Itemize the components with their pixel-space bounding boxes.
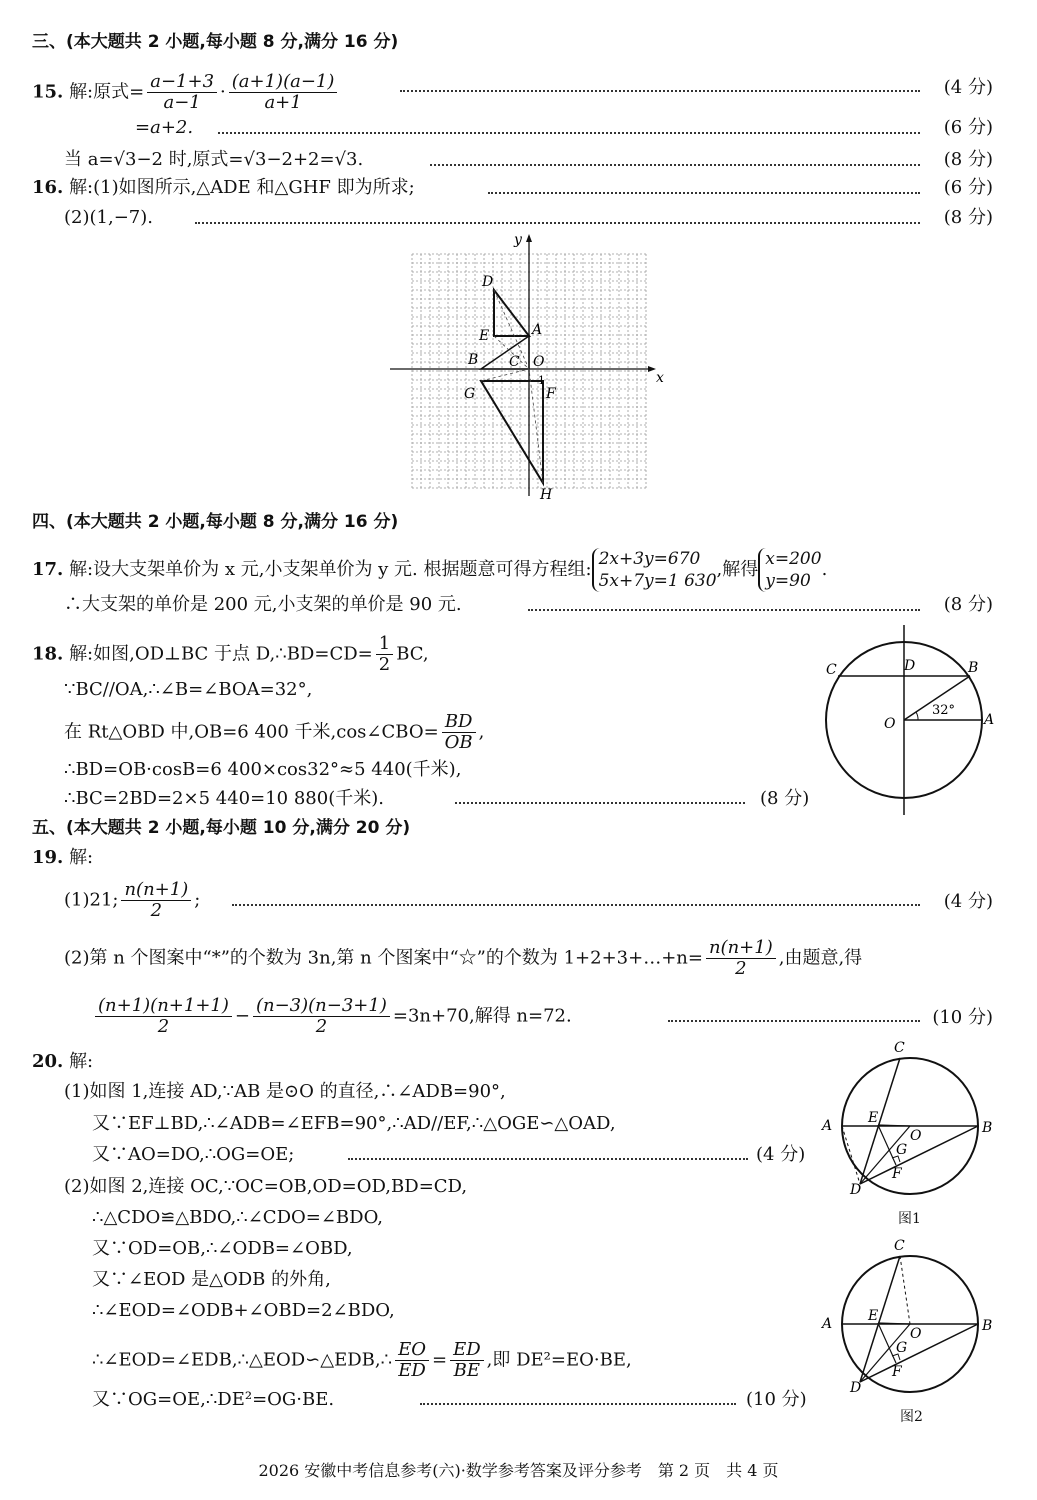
section-5-heading: 五、(本大题共 2 小题,每小题 10 分,满分 20 分) (32, 818, 411, 838)
label-F: F (546, 386, 556, 402)
fig2-label-C: C (894, 1238, 905, 1254)
coordinate-grid-figure (386, 226, 676, 506)
q20-number: 20. (32, 1051, 64, 1072)
q19-points-1: (4 分) (943, 891, 993, 912)
q20-line8: ∴∠EOD=∠ODB+∠OBD=2∠BDO, (92, 1300, 395, 1321)
label-B: B (968, 660, 979, 676)
q20-line0: 20. 解: (32, 1051, 94, 1072)
q16-leader-2 (195, 222, 920, 224)
figure-1-caption: 图1 (898, 1211, 921, 1227)
q15-lead: 解:原式= (69, 81, 145, 103)
q20-fraction-ED-BE: $\frac{ED}{BE}$ (450, 1340, 484, 1381)
q15-fraction1: $\frac{a-1+3}{a-1}$ (147, 72, 217, 113)
q17-line2: ∴大支架的单价是 200 元,小支架的单价是 90 元. (64, 594, 462, 615)
q19-leader-1 (232, 904, 920, 906)
q19-line1: (1)21; $\frac{n(n+1)}{2}$ ; (64, 879, 201, 921)
fig1-label-O: O (910, 1128, 922, 1144)
fig2-label-G: G (896, 1340, 908, 1356)
q18-line5: ∴BC=2BD=2×5 440=10 880(千米). (64, 788, 384, 809)
page-footer: 2026 安徽中考信息参考(六)·数学参考答案及评分参考 第 2 页 共 4 页 (258, 1461, 779, 1480)
q16-points-2: (8 分) (943, 207, 993, 228)
q20-line1: (1)如图 1,连接 AD,∵AB 是⊙O 的直径,∴∠ADB=90°, (64, 1081, 506, 1102)
q16-line2: (2)(1,−7). (64, 207, 153, 228)
fig2-label-O: O (910, 1326, 922, 1342)
label-G: G (464, 386, 476, 402)
label-D: D (904, 658, 916, 674)
label-A: A (984, 712, 995, 728)
label-O: O (533, 354, 545, 370)
q15-leader-2 (218, 132, 920, 134)
figure-1 (818, 1034, 1002, 1204)
q20-line6: 又∵OD=OB,∴∠ODB=∠OBD, (92, 1238, 353, 1259)
label-1: 1 (538, 374, 545, 387)
q18-half-fraction: $\frac{1}{2}$ (376, 634, 393, 675)
fig1-label-F: F (892, 1166, 902, 1182)
q19-line0: 19. 解: (32, 847, 94, 868)
q19-line3: $\frac{(n+1)(n+1+1)}{2}$ − $\frac{(n-3)(n-3+1)}{2}$ =3n+70,解得 n=72. (92, 996, 572, 1037)
q16-leader-1 (488, 192, 920, 194)
q19-fraction-2: $\frac{n(n+1)}{2}$ (706, 938, 776, 979)
label-C: C (826, 662, 837, 678)
label-x: x (656, 370, 664, 386)
q15-line2: =a+2. (135, 117, 194, 138)
fig2-dashed-OC (900, 1256, 910, 1324)
label-B: B (468, 352, 479, 368)
q17-leader (528, 609, 920, 611)
label-O: O (884, 716, 896, 732)
y-axis-arrow (526, 234, 532, 242)
q20-line4: (2)如图 2,连接 OC,∵OC=OB,OD=OD,BD=CD, (64, 1176, 468, 1197)
construction-lines (481, 290, 543, 483)
q20-line5: ∴△CDO≌△BDO,∴∠CDO=∠BDO, (92, 1207, 384, 1228)
q20-line10: 又∵OG=OE,∴DE²=OG·BE. (92, 1389, 335, 1410)
fig2-label-E: E (868, 1308, 879, 1324)
angle-arc (916, 712, 918, 720)
label-angle: 32° (932, 703, 956, 718)
q19-number: 19. (32, 847, 64, 868)
q18-line1: 18. 解:如图,OD⊥BC 于点 D,∴BD=CD= $\frac{1}{2}$ BC, (32, 633, 429, 675)
q20-points-2: (10 分) (746, 1389, 807, 1410)
q15-leader-3 (430, 164, 920, 166)
q15-points-1: (4 分) (943, 77, 993, 98)
q19-line2: (2)第 n 个图案中“*”的个数为 3n,第 n 个图案中“☆”的个数为 1+2+3+…+n= $\frac{n(n+1)}{2}$ ,由题意,得 (64, 937, 863, 979)
label-A: A (532, 322, 543, 338)
q17-solution: x=200 y=90 (758, 548, 821, 592)
figure-2-caption: 图2 (900, 1409, 923, 1425)
section-4-heading: 四、(本大题共 2 小题,每小题 8 分,满分 16 分) (32, 512, 399, 532)
fig1-label-D: D (850, 1182, 862, 1198)
fig2-label-A: A (822, 1316, 833, 1332)
q20-line3: 又∵AO=DO,∴OG=OE; (92, 1144, 295, 1165)
q19-fraction-4: $\frac{(n-3)(n-3+1)}{2}$ (253, 996, 390, 1037)
fig1-label-E: E (868, 1110, 879, 1126)
q19-leader-2 (668, 1020, 920, 1022)
label-y: y (514, 232, 522, 248)
fig1-dashed-AD (842, 1126, 860, 1184)
label-C: C (509, 354, 520, 370)
fig2-label-B: B (982, 1318, 993, 1334)
q20-leader-1 (348, 1158, 748, 1160)
fig1-label-A: A (822, 1118, 833, 1134)
q17-line1: 17. 解:设大支架单价为 x 元,小支架单价为 y 元. 根据题意可得方程组: 2x+3y=670 5x+7y=1 630 ,解得 x=200 y=90 . (32, 549, 828, 591)
fig1-label-G: G (896, 1142, 908, 1158)
q20-points-1: (4 分) (756, 1144, 806, 1165)
q19-points-2: (10 分) (932, 1007, 993, 1028)
q18-circle-figure (814, 620, 1004, 820)
q19-fraction-1: $\frac{n(n+1)}{2}$ (121, 880, 191, 921)
label-H: H (540, 487, 553, 503)
label-D: D (482, 274, 494, 290)
fig1-label-B: B (982, 1120, 993, 1136)
q15-fraction2: $\frac{(a+1)(a-1)}{a+1}$ (229, 72, 338, 113)
q15-number: 15. (32, 81, 64, 103)
q17-points: (8 分) (943, 594, 993, 615)
q15-line3: 当 a=√3−2 时,原式=√3−2+2=√3. (64, 149, 364, 170)
q18-line2: ∵BC//OA,∴∠B=∠BOA=32°, (64, 679, 313, 700)
fig2-label-D: D (850, 1380, 862, 1396)
q18-leader (455, 802, 745, 804)
q17-equation-system: 2x+3y=670 5x+7y=1 630 (592, 548, 717, 592)
q19-fraction-3: $\frac{(n+1)(n+1+1)}{2}$ (95, 996, 232, 1037)
fig2-label-F: F (892, 1364, 902, 1380)
figure-2 (818, 1232, 1002, 1402)
q16-number: 16. (32, 177, 64, 198)
label-E: E (479, 328, 490, 344)
q20-fraction-EO-ED: $\frac{EO}{ED}$ (395, 1340, 429, 1381)
q15-line1: 15. 解:原式= $\frac{a-1+3}{a-1}$ · $\frac{(a+1)(a-1)}{a+1}$ (32, 72, 340, 113)
section-3-heading: 三、(本大题共 2 小题,每小题 8 分,满分 16 分) (32, 32, 399, 52)
q17-number: 17. (32, 559, 64, 580)
q18-cos-fraction: $\frac{BD}{OB}$ (442, 712, 476, 753)
q18-line3: 在 Rt△OBD 中,OB=6 400 千米,cos∠CBO= $\frac{BD}{OB}$ , (64, 711, 485, 753)
x-axis-arrow (648, 366, 656, 372)
q16-line1: 16. 解:(1)如图所示,△ADE 和△GHF 即为所求; (32, 177, 415, 198)
q18-number: 18. (32, 643, 64, 665)
q15-points-3: (8 分) (943, 149, 993, 170)
q20-line2: 又∵EF⊥BD,∴∠ADB=∠EFB=90°,∴AD//EF,∴△OGE∽△OAD, (92, 1113, 616, 1134)
q15-points-2: (6 分) (943, 117, 993, 138)
q18-line4: ∴BD=OB·cosB=6 400×cos32°≈5 440(千米), (64, 759, 462, 780)
triangle-GHF (481, 381, 543, 483)
q18-points: (8 分) (760, 788, 810, 809)
fig1-label-C: C (894, 1040, 905, 1056)
q16-points-1: (6 分) (943, 177, 993, 198)
q15-leader-1 (400, 90, 920, 92)
q20-leader-2 (420, 1403, 736, 1405)
q20-line9: ∴∠EOD=∠EDB,∴△EOD∽△EDB,∴ $\frac{EO}{ED}$ = $\frac{ED}{BE}$ ,即 DE²=EO·BE, (92, 1339, 632, 1381)
q20-line7: 又∵∠EOD 是△ODB 的外角, (92, 1269, 331, 1290)
